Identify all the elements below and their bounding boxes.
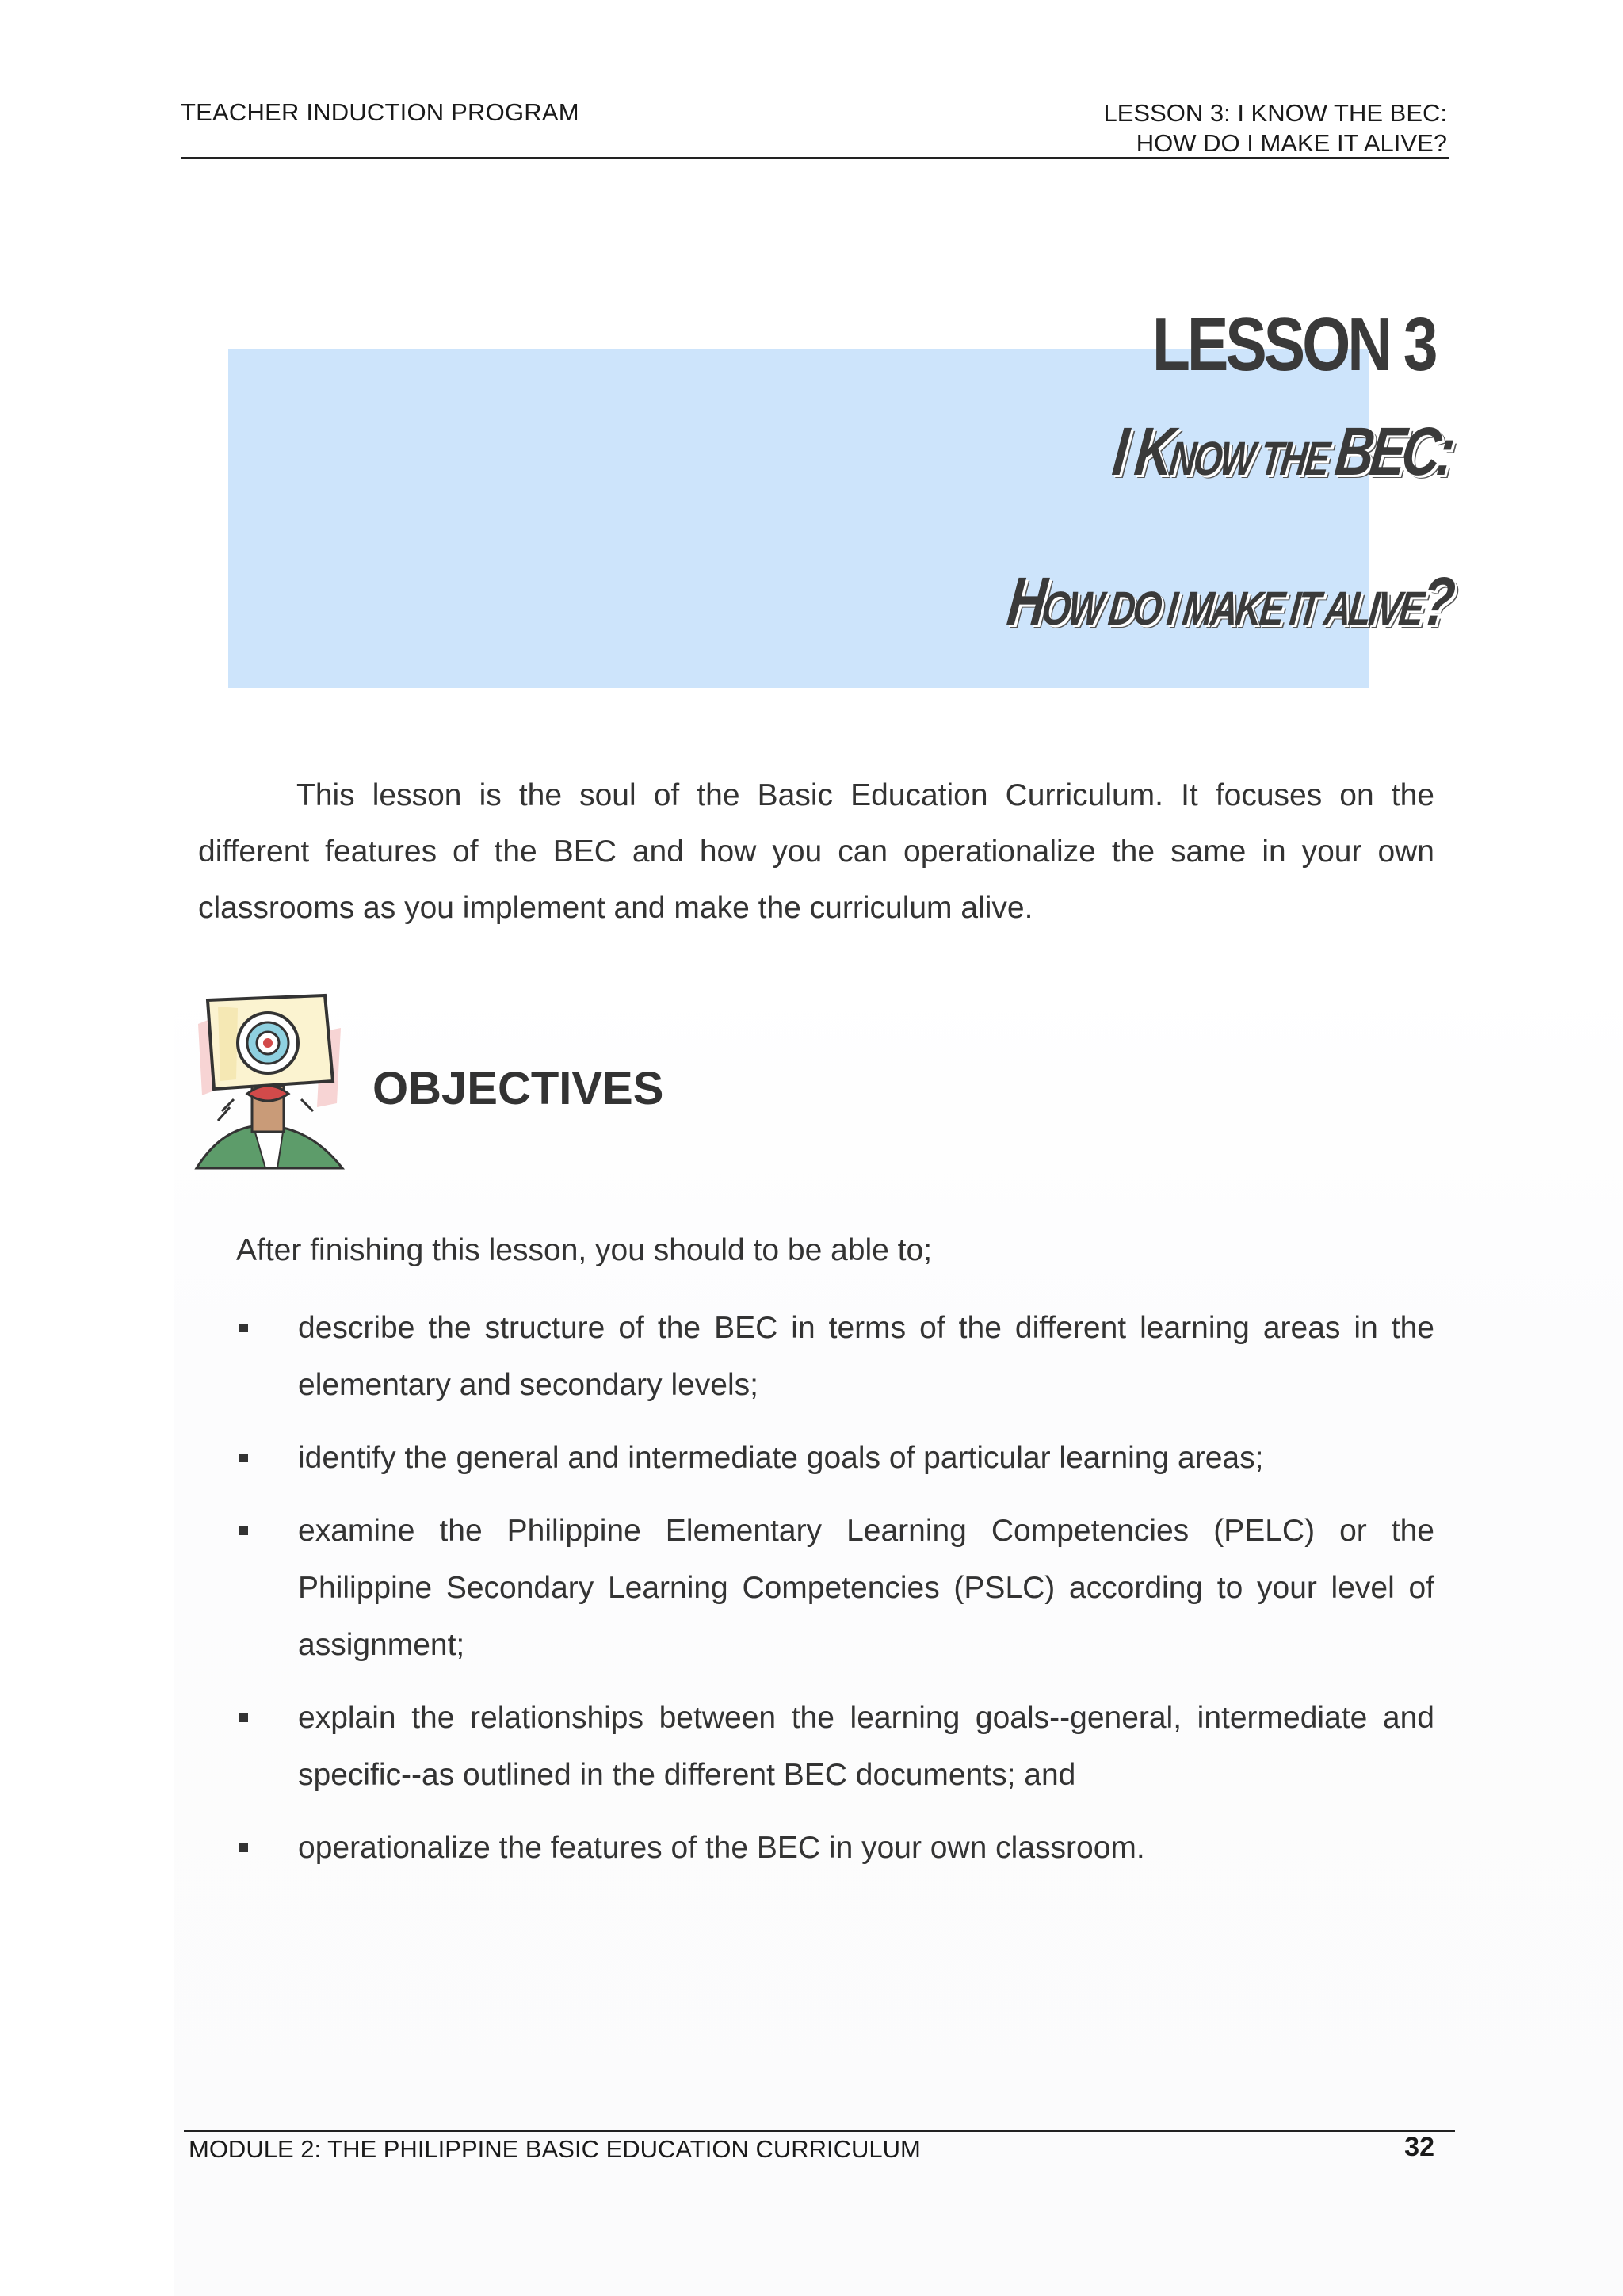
title-line1-part-b: NOW THE — [1166, 432, 1338, 485]
objectives-lead: After finishing this lesson, you should to be able to; — [236, 1233, 933, 1267]
title-line2-part-a: H — [1003, 563, 1047, 640]
bullet-icon — [239, 1454, 248, 1462]
header-rule — [181, 157, 1449, 159]
objective-text: describe the structure of the BEC in terms of the different learning areas in the elementary and secondary levels; — [298, 1311, 1434, 1402]
objective-text: examine the Philippine Elementary Learning Competencies (PELC) or the Philippine Secondary Learning Competencies (PSLC) according to your level of assignment; — [298, 1514, 1434, 1662]
bullet-icon — [239, 1526, 248, 1535]
bullet-icon — [239, 1324, 248, 1332]
footer-rule — [184, 2130, 1455, 2132]
page-number: 32 — [1404, 2132, 1434, 2162]
bullet-icon — [239, 1843, 248, 1852]
intro-text: This lesson is the soul of the Basic Education Curriculum. It focuses on the different features of the BEC and how you can operationalize the same in your own classrooms as you implement and make the curriculum alive. — [198, 778, 1434, 925]
running-header-right-line2: HOW DO I MAKE IT ALIVE? — [1136, 129, 1447, 157]
lesson-title-line2 — [1002, 558, 1456, 652]
objective-text: explain the relationships between the learning goals--general, intermediate and specific--as outlined in the different BEC documents; and — [298, 1701, 1434, 1792]
intro-paragraph — [198, 767, 1434, 936]
running-header-right — [1103, 98, 1447, 159]
list-item — [236, 1690, 1434, 1804]
running-header-left: TEACHER INDUCTION PROGRAM — [181, 98, 579, 126]
lesson-title-block — [883, 301, 1455, 652]
list-item — [236, 1300, 1434, 1414]
target-head-icon — [190, 992, 349, 1175]
list-item — [236, 1430, 1434, 1487]
lesson-number: LESSON 3 — [1151, 302, 1434, 387]
list-item — [236, 1503, 1434, 1674]
list-item — [236, 1820, 1434, 1877]
bullet-icon — [239, 1713, 248, 1722]
objectives-list — [236, 1300, 1434, 1893]
objectives-heading: OBJECTIVES — [372, 1063, 664, 1114]
objective-text: operationalize the features of the BEC in your own classroom. — [298, 1831, 1145, 1865]
running-footer-left: MODULE 2: THE PHILIPPINE BASIC EDUCATION CURRICULUM — [189, 2135, 921, 2163]
title-line2-part-c: ? — [1417, 563, 1455, 640]
running-header-right-line1: LESSON 3: I KNOW THE BEC: — [1103, 99, 1447, 127]
title-line1-part-c: BEC: — [1331, 414, 1455, 490]
title-line2-part-b: OW DO I MAKE IT ALIVE — [1038, 582, 1424, 635]
lesson-title-line1 — [1002, 408, 1456, 502]
title-line1-part-a: I K — [1109, 414, 1174, 490]
objective-text: identify the general and intermediate goals of particular learning areas; — [298, 1441, 1264, 1475]
